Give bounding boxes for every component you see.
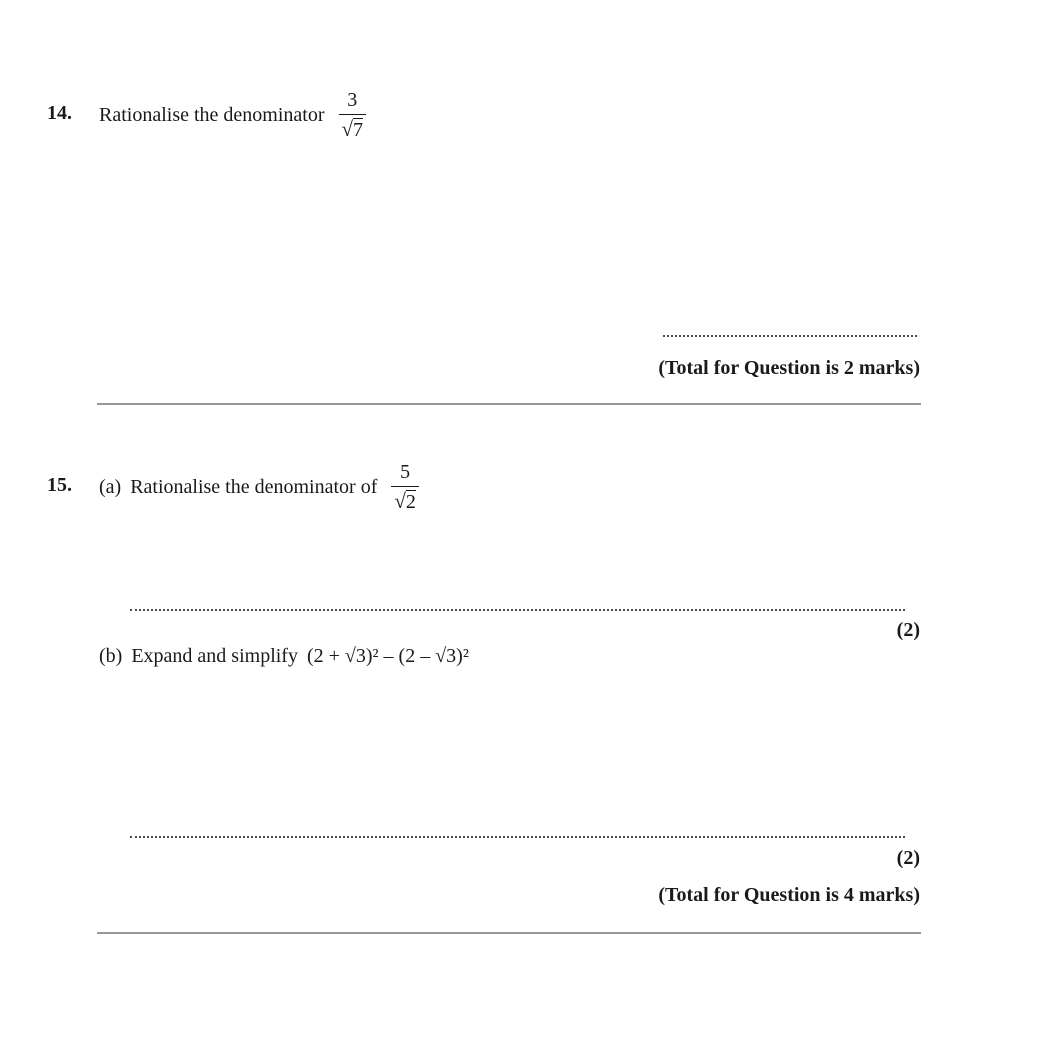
question-15b-prompt: Expand and simplify — [131, 645, 298, 667]
question-15a-marks: (2) — [896, 619, 920, 641]
part-a-label: (a) — [99, 475, 122, 498]
fraction-denominator — [391, 487, 419, 514]
answer-line-q14 — [663, 329, 917, 337]
part-b-label: (b) — [99, 645, 123, 667]
radical-sign: √ — [394, 488, 406, 513]
question-14-prompt-row — [99, 86, 366, 144]
answer-line-q15b — [130, 830, 905, 838]
radicand: 2 — [405, 490, 416, 513]
radical-sign: √ — [341, 116, 354, 141]
radicand: 7 — [353, 118, 364, 141]
math-expression: (2 + √3)² – (2 – √3)² — [306, 645, 469, 667]
question-14-number: 14. — [47, 102, 72, 124]
section-divider — [97, 932, 921, 934]
section-divider — [97, 403, 921, 405]
math-fraction-3-over-root7 — [339, 88, 367, 142]
question-15-total: (Total for Question is 4 marks) — [658, 884, 920, 906]
math-fraction-5-over-root2 — [391, 460, 419, 514]
answer-line-q15a — [130, 603, 905, 611]
question-15b-prompt-row — [99, 644, 469, 668]
fraction-numerator: 3 — [339, 88, 367, 115]
fraction-denominator — [339, 115, 367, 142]
question-15b-marks: (2) — [896, 847, 920, 869]
question-15a-prompt: Rationalise the denominator of — [130, 475, 378, 498]
question-15-number: 15. — [47, 474, 72, 496]
fraction-numerator: 5 — [391, 460, 419, 487]
question-14-prompt: Rationalise the denominator — [99, 103, 325, 126]
question-14-total: (Total for Question is 2 marks) — [658, 357, 920, 379]
question-15a-prompt-row — [99, 458, 419, 516]
